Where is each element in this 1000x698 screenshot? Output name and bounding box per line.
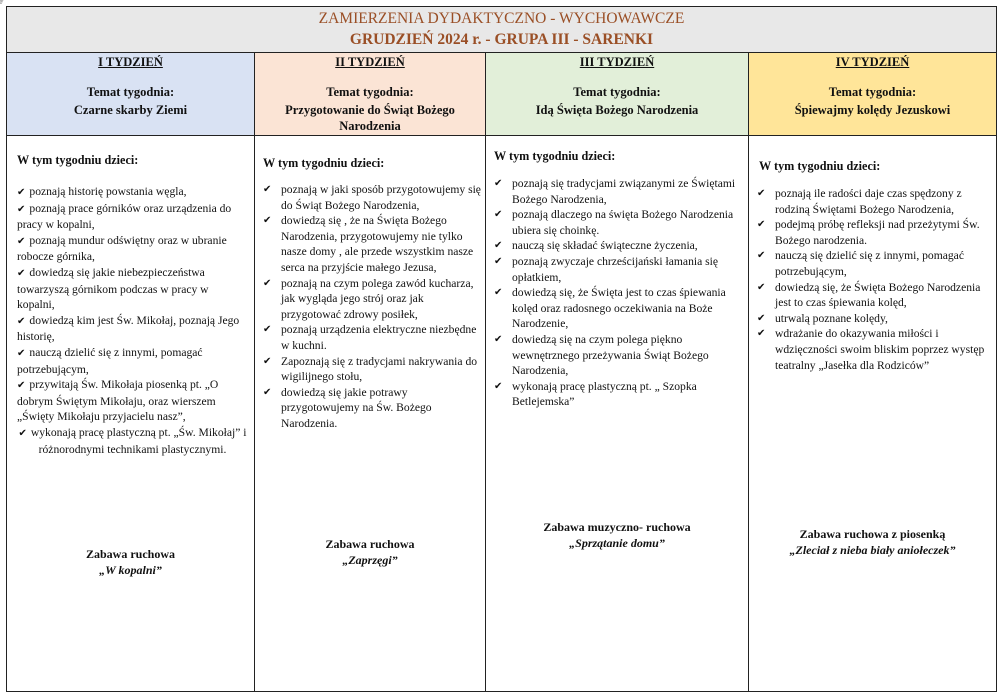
goals-list [17,184,248,457]
check-icon: ✔ [263,184,272,195]
intro-text: W tym tygodniu dzieci: [494,149,616,163]
list-item: ✔ dowiedzą się jakie potrawy przygotowujemy na Św. Bożego Narodzenia. [263,385,432,430]
goals-list [259,182,481,432]
week-topic: Śpiewajmy kolędy Jezuskowi [794,103,951,117]
plan-table [6,6,997,692]
check-icon: ✔ [17,235,26,247]
game-block [7,546,254,578]
check-icon: ✔ [494,178,503,189]
check-icon: ✔ [757,219,766,231]
check-icon: ✔ [757,250,766,262]
week-column-3 [485,53,748,691]
topic-label: Temat tygodnia: [573,85,661,99]
list-item: ✔ poznają mundur odświętny oraz w ubranie robocze górnika, [17,233,227,264]
game-block [486,519,748,551]
list-item: ✔ poznają ile radości daje czas spędzony z rodziną Świętami Bożego Narodzenia, [757,187,962,216]
list-item: ✔ Zapoznają się z tradycjami nakrywania do wigilijnego stołu, [263,354,478,384]
list-item: ✔ poznają na czym polega zawód kucharza, jak wygląda jego strój oraz jak przygotować zdrowy posiłek, [263,276,474,321]
game-block [255,536,485,568]
week-header [486,53,748,136]
week-body [486,136,748,691]
week-topic: Przygotowanie do Świąt Bożego Narodzenia [285,103,455,133]
game-title: „Zleciał z nieba biały aniołeczek” [789,543,956,557]
check-icon: ✔ [494,209,503,221]
list-item: ✔ dowiedzą się na czym polega piękno wewnętrznego przeżywania Świąt Bożego Narodzenia, [494,332,709,378]
week-label: I TYDZIEŃ [98,55,163,69]
check-icon: ✔ [757,328,766,340]
list-item: ✔ wykonają pracę plastyczną pt. „ Szopka Betlejemska” [494,379,697,409]
game-title: „Sprzątanie domu” [569,536,665,550]
check-icon: ✔ [17,347,26,359]
goals-list [490,176,742,410]
week-body [749,136,996,691]
game-label: Zabawa ruchowa [85,547,175,561]
topic-label: Temat tygodnia: [86,85,175,99]
check-icon: ✔ [757,188,766,199]
week-column-1 [7,53,254,691]
check-icon: ✔ [263,324,272,336]
check-icon: ✔ [494,380,503,392]
document-subtitle: GRUDZIEŃ 2024 r. - GRUPA III - SARENKI [349,31,654,48]
check-icon: ✔ [17,315,26,327]
list-item: ✔ poznają w jaki sposób przygotowujemy się do Świąt Bożego Narodzenia, [263,183,481,212]
check-icon: ✔ [494,255,503,267]
check-icon: ✔ [494,333,503,345]
list-item: ✔ poznają zwyczaje chrześcijański łamania się opłatkiem, [494,254,719,284]
list-item: ✔ poznają się tradycjami związanymi ze Świętami Bożego Narodzenia, [494,177,736,206]
week-column-4 [748,53,996,691]
list-item: ✔ poznają historię powstania węgla, [17,185,187,198]
check-icon: ✔ [17,380,26,392]
list-item: ✔ nauczą się składać świąteczne życzenia, [494,239,698,253]
goals-list [753,186,990,373]
week-label: IV TYDZIEŃ [835,55,910,69]
topic-label: Temat tygodnia: [828,85,917,99]
check-icon: ✔ [494,240,503,252]
check-icon: ✔ [757,281,766,293]
list-item: ✔ podejmą próbę refleksji nad przeżytymi Św. Bożego narodzenia. [757,218,980,247]
list-item: ✔ przywitają Św. Mikołaja piosenką pt. „O dobrym Świętym Mikołaju, oraz wierszem „Święty Mikołaju przyjacielu nasz”, [17,378,219,424]
game-label: Zabawa ruchowa [325,537,415,551]
week-topic: Czarne skarby Ziemi [73,103,188,117]
list-item: ✔ wykonają pracę plastyczną pt. „Św. Mikołaj” i różnorodnymi technikami plastycznymi. [18,425,247,456]
list-item: ✔ nauczą dzielić się z innymi, pomagać potrzebującym, [17,345,203,376]
game-title: „W kopalni” [99,563,162,577]
list-item: ✔ utrwalą poznane kolędy, [757,311,888,325]
week-header [7,53,254,136]
list-item: ✔ nauczą się dzielić się z innymi, pomagać potrzebującym, [757,249,964,278]
list-item: ✔ wdrażanie do okazywania miłości i wdzięczności swoim bliskim poprzez występ teatralny „Jasełka dla Rodziców” [757,327,985,372]
corner-mark: F [0,0,4,6]
check-icon: ✔ [17,187,26,198]
check-icon: ✔ [17,267,26,279]
week-body [7,136,254,691]
check-icon: ✔ [263,277,272,289]
list-item: ✔ poznają urządzenia elektryczne niezbędne w kuchni. [263,323,477,352]
intro-text: W tym tygodniu dzieci: [263,156,385,170]
list-item: ✔ dowiedzą się , że na Święta Bożego Narodzenia, przygotowujemy nie tylko nasze domy , ale przede wszystkim nasze serca na przyjście małego Jezusa, [263,214,474,274]
check-icon: ✔ [18,427,27,439]
intro-text: W tym tygodniu dzieci: [759,159,881,173]
table-header [7,7,996,53]
document-title: ZAMIERZENIA DYDAKTYCZNO - WYCHOWAWCZE [318,10,685,27]
topic-label: Temat tygodnia: [326,85,414,99]
check-icon: ✔ [757,312,766,324]
list-item: ✔ dowiedzą się jakie niebezpieczeństwa towarzyszą górnikom podczas w pracy w kopalni, [17,265,209,312]
list-item: ✔ dowiedzą się, że Święta Bożego Narodzenia jest to czas śpiewania kolęd, [757,280,981,310]
list-item: ✔ poznają prace górników oraz urządzenia do pracy w kopalni, [17,201,232,232]
week-label: III TYDZIEŃ [579,55,655,69]
check-icon: ✔ [263,215,272,227]
week-topic: Idą Święta Bożego Narodzenia [535,103,699,117]
intro-text: W tym tygodniu dzieci: [17,153,139,167]
week-body [255,136,485,691]
game-label: Zabawa ruchowa z piosenką [799,527,946,541]
game-block [749,526,996,558]
week-column-2 [254,53,485,691]
check-icon: ✔ [263,386,272,398]
game-title: „Zaprzęgi” [342,553,398,567]
list-item: ✔ dowiedzą się, że Święta jest to czas śpiewania kolęd oraz radosnego oczekiwania na Boże Narodzenie, [494,286,726,331]
list-item: ✔ dowiedzą kim jest Św. Mikołaj, poznają Jego historię, [17,313,240,344]
check-icon: ✔ [17,203,26,215]
check-icon: ✔ [263,355,272,367]
week-header [255,53,485,136]
week-label: II TYDZIEŃ [335,55,405,69]
week-header [749,53,996,136]
check-icon: ✔ [494,287,503,299]
game-label: Zabawa muzyczno- ruchowa [543,520,691,534]
list-item: ✔ poznają dlaczego na święta Bożego Narodzenia ubiera się choinkę. [494,208,734,237]
